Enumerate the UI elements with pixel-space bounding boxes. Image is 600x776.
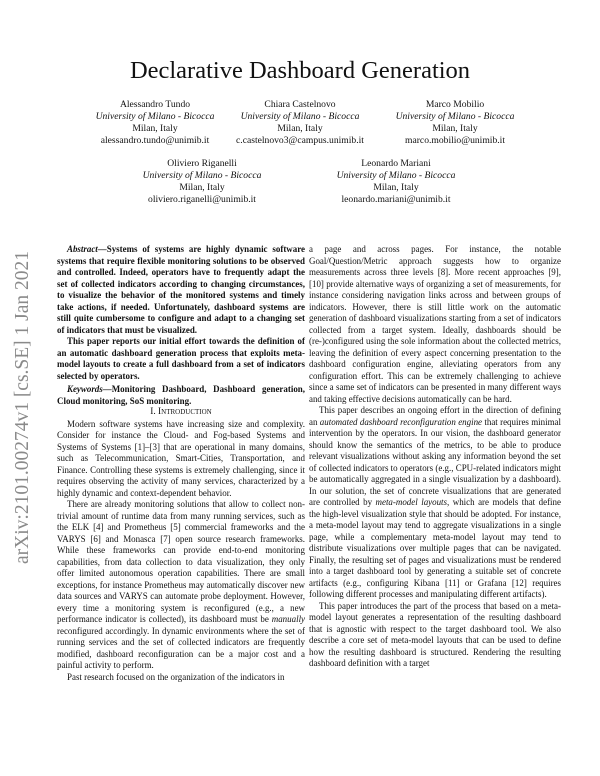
abstract-text-1: Systems of systems are highly dynamic software systems that require flexible monitoring solutions to be observed and controlled. Indeed, operators have to frequently adapt the set of collected indicators according to changing circumstances, to visualize the behavior of the monitored systems and timely take actions, if needed. Unfortunately, dashboard systems are still quite cumbersome to configure and adapt to a changing set of indicators that must be visualized. [57, 244, 305, 335]
author-block-3 [375, 99, 535, 147]
abstract-paragraph-2: This paper reports our initial effort towards the definition of an automatic dashboard generation process that exploits meta-model layouts to create a full dashboard from a set of indicators selected by operators. [57, 336, 305, 381]
author-location: Milan, Italy [373, 182, 419, 193]
abstract-label: Abstract [67, 244, 98, 254]
author-location: Milan, Italy [432, 123, 478, 134]
author-location: Milan, Italy [277, 123, 323, 134]
author-block-1 [75, 99, 235, 147]
intro-paragraph-2: There are already monitoring solutions that allow to collect non-trivial amount of runtime data from many running services, such as the ELK [4] and Prometheus [5] commercial frameworks and the VARYS [6] and Monasca [7] open source research frameworks. While these frameworks can provide end-to-end monitoring capabilities, from data collection to data visualization, they only offer limited autonomous operation capabilities. There are small exceptions, for instance Prometheus may automatically discover new data sources and VARYS can automate probe deployment. However, every time a monitoring system is reconfigured (e.g., a new performance indicator is collected), its dashboard must be manually reconfigured accordingly. In dynamic environments where the set of running services and the set of collected indicators are frequently modified, dashboard reconfiguration can be a major cost and a painful activity to perform. [57, 499, 306, 670]
author-affiliation: University of Milano - Bicocca [395, 111, 515, 122]
author-affiliation: University of Milano - Bicocca [240, 111, 360, 122]
keywords: Keywords—Monitoring Dashboard, Dashboard generation, Cloud monitoring, SoS monitoring. [57, 384, 305, 406]
author-email: c.castelnovo3@campus.unimib.it [236, 135, 364, 146]
author-email: leonardo.mariani@unimib.it [341, 194, 451, 205]
author-email: marco.mobilio@unimib.it [405, 135, 505, 146]
author-name: Marco Mobilio [425, 99, 485, 110]
author-name: Chiara Castelnovo [264, 99, 336, 110]
intro-paragraph-3: Past research focused on the organization of the indicators in [67, 671, 285, 682]
arxiv-sidebar [12, 250, 42, 594]
author-email: alessandro.tundo@unimib.it [100, 135, 210, 146]
section-heading-introduction: I. Introduction [150, 407, 212, 417]
right-paragraph-2: This paper describes an ongoing effort in the direction of defining an automated dashboard reconfiguration engine that requires minimal intervention by the operators. In our vision, the dashboard generator should know the semantics of the metrics, to be able to produce relevant visualizations without asking any information beyond the set of collected indicators to operators (e.g., CPU-related indicators might be automatically aggregated in a single visualization by a dashboard). In our solution, the set of concrete visualizations that are generated are controlled by meta-model layouts, which are models that define the high-level visualization style that should be adopted. For instance, a meta-model layout may tend to aggregate visualizations in a single page, while a complementary meta-model layout may tend to distribute visualizations over multiple pages that can be navigated. Finally, the resulting set of pages and visualizations must be rendered into a target dashboard tool by generating a suitable set of concrete artifacts (e.g., configuring Kibana [11] or Grafana [12] requires following different processes and manipulating different artifacts). [309, 405, 562, 599]
author-location: Milan, Italy [132, 123, 178, 134]
author-affiliation: University of Milano - Bicocca [95, 111, 215, 122]
author-block-4 [122, 158, 282, 206]
author-location: Milan, Italy [179, 182, 225, 193]
author-email: oliviero.riganelli@unimib.it [148, 194, 256, 205]
keywords-label: Keywords [67, 384, 103, 394]
arxiv-identifier: arXiv:2101.00274v1 [cs.SE] 1 Jan 2021 [12, 250, 33, 564]
author-name: Oliviero Riganelli [167, 158, 237, 169]
right-paragraph-3: This paper introduces the part of the process that based on a meta-model layout generates a representation of the resulting dashboard that is agnostic with respect to the target dashboard tool. We also describe a core set of meta-model layouts that can be used to define how the resulting dashboard is structured. Rendering the resulting dashboard definition with a target [309, 600, 561, 668]
keywords-text: Monitoring Dashboard, Dashboard generation, Cloud monitoring, SoS monitoring. [57, 384, 305, 406]
abstract [57, 244, 305, 382]
right-column [309, 244, 561, 670]
author-name: Leonardo Mariani [361, 158, 431, 169]
author-name: Alessandro Tundo [119, 99, 191, 110]
abstract-paragraph-1: Abstract—Systems of systems are highly dynamic software systems that require flexible monitoring solutions to be observed and controlled. Indeed, operators have to frequently adapt the set of collected indicators according to changing circumstances, to visualize the behavior of the monitored systems and timely take actions, if needed. Unfortunately, dashboard systems are still quite cumbersome to configure and adapt to a changing set of indicators that must be visualized. [57, 244, 305, 335]
author-affiliation: University of Milano - Bicocca [142, 170, 262, 181]
author-block-5 [316, 158, 476, 206]
paper-title: Declarative Dashboard Generation [129, 57, 471, 84]
author-block-2 [220, 99, 380, 147]
left-column [57, 244, 305, 683]
intro-paragraph-1: Modern software systems have increasing size and complexity. Consider for instance the Cloud- and Fog-based Systems and Systems of Systems [1]–[3] that are operational in many domains, such as Telecommunication, Smart-Cities, Transportation, and Finance. Controlling these systems is extremely challenging, since it requires observing the activity of many services, characterized by a highly dynamic and context-dependent behavior. [57, 418, 305, 498]
right-paragraph-1: a page and across pages. For instance, the notable Goal/Question/Metric approach suggests how to organize measurements across three levels [8]. More recent approaches [9], [10] provide alternative ways of organizing a set of measurements, for instance considering navigation links across and between groups of indicators. However, there is still little work on the automatic generation of dashboard visualizations starting from a set of indicators collected from a target system. Ideally, dashboards should be (re-)configured using the sole information about the collected metrics, leaving the definition of every aspect concerning presentation to the dashboard configuration engine, alleviating operators from any configuration effort. This can be extremely challenging to achieve since a same set of indicators can be presented in many different ways and taking effective decisions automatically can be hard. [309, 244, 561, 404]
author-affiliation: University of Milano - Bicocca [336, 170, 456, 181]
